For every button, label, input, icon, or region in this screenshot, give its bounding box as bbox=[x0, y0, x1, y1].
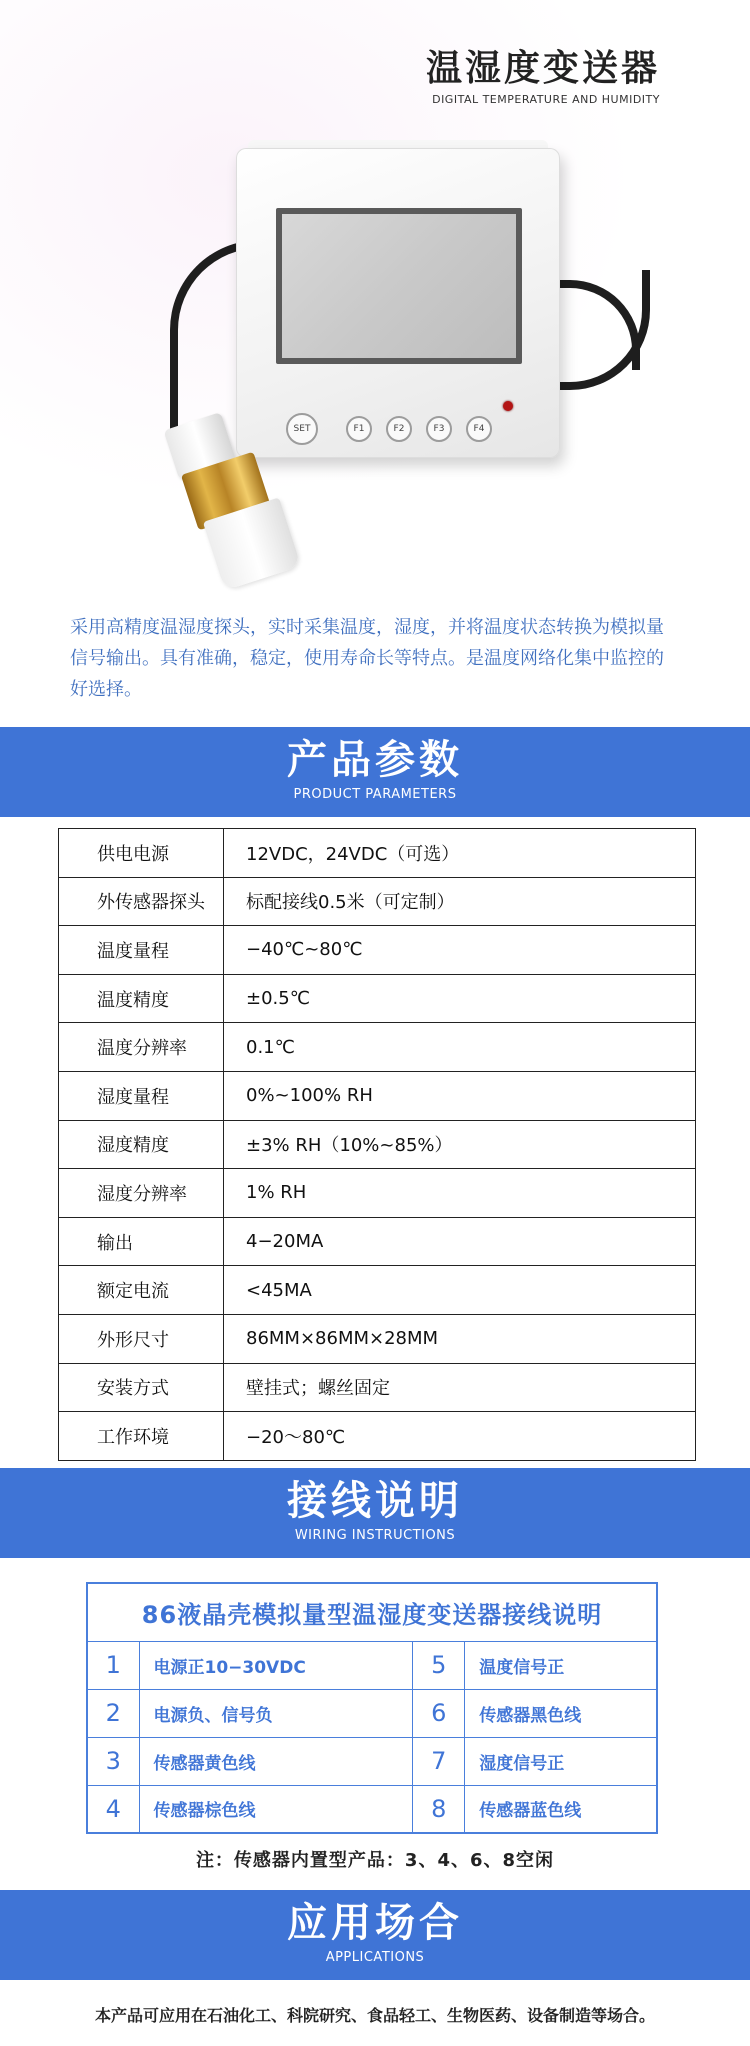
intro-paragraph: 采用高精度温湿度探头，实时采集温度，湿度，并将温度状态转换为模拟量信号输出。具有准确，稳定，使用寿命长等特点。是温度网络化集中监控的好选择。 bbox=[70, 617, 664, 700]
param-value: ±0.5℃ bbox=[224, 974, 696, 1023]
param-row bbox=[59, 1071, 696, 1120]
applications-section-subtitle: APPLICATIONS bbox=[325, 1950, 425, 1965]
param-label: 安装方式 bbox=[59, 1363, 224, 1412]
param-label: 外形尺寸 bbox=[59, 1314, 224, 1363]
param-label: 额定电流 bbox=[59, 1266, 224, 1315]
wire-number: 7 bbox=[413, 1737, 465, 1785]
f3-button-image: F3 bbox=[426, 416, 452, 442]
wire-number: 3 bbox=[87, 1737, 139, 1785]
param-value: −20～80℃ bbox=[224, 1412, 696, 1461]
wire-number: 2 bbox=[87, 1689, 139, 1737]
wire-label: 传感器棕色线 bbox=[139, 1785, 413, 1833]
wiring-row bbox=[87, 1785, 657, 1833]
param-value: 12VDC，24VDC（可选） bbox=[224, 829, 696, 878]
wire-label: 电源正10−30VDC bbox=[139, 1641, 413, 1689]
param-value: 4−20MA bbox=[224, 1217, 696, 1266]
page-subtitle: DIGITAL TEMPERATURE AND HUMIDITY bbox=[432, 93, 660, 106]
wire-label: 湿度信号正 bbox=[465, 1737, 657, 1785]
wiring-table bbox=[86, 1582, 658, 1834]
wiring-section-banner bbox=[0, 1468, 750, 1558]
param-value: <45MA bbox=[224, 1266, 696, 1315]
wiring-row bbox=[87, 1641, 657, 1689]
param-row bbox=[59, 1314, 696, 1363]
applications-section-title: 应用场合 bbox=[287, 1900, 463, 1946]
f4-button-image: F4 bbox=[466, 416, 492, 442]
param-value: −40℃~80℃ bbox=[224, 926, 696, 975]
wire-label: 传感器黄色线 bbox=[139, 1737, 413, 1785]
wiring-section-subtitle: WIRING INSTRUCTIONS bbox=[294, 1528, 456, 1543]
wire-label: 电源负、信号负 bbox=[139, 1689, 413, 1737]
wire-number: 8 bbox=[413, 1785, 465, 1833]
applications-section-banner bbox=[0, 1890, 750, 1980]
params-section-subtitle: PRODUCT PARAMETERS bbox=[293, 787, 457, 802]
param-row bbox=[59, 1120, 696, 1169]
param-label: 湿度分辨率 bbox=[59, 1169, 224, 1218]
wiring-table-header-row bbox=[87, 1583, 657, 1641]
param-value: 壁挂式；螺丝固定 bbox=[224, 1363, 696, 1412]
param-row bbox=[59, 926, 696, 975]
param-label: 输出 bbox=[59, 1217, 224, 1266]
product-hero bbox=[0, 0, 750, 590]
param-row bbox=[59, 829, 696, 878]
wire-number: 5 bbox=[413, 1641, 465, 1689]
wire-number: 6 bbox=[413, 1689, 465, 1737]
params-section-title: 产品参数 bbox=[287, 737, 463, 783]
param-value: 0.1℃ bbox=[224, 1023, 696, 1072]
applications-text: 本产品可应用在石油化工、科院研究、食品轻工、生物医药、设备制造等场合。 bbox=[94, 2006, 655, 2025]
param-row bbox=[59, 1023, 696, 1072]
param-value: 86MM×86MM×28MM bbox=[224, 1314, 696, 1363]
f1-button-image: F1 bbox=[346, 416, 372, 442]
param-label: 工作环境 bbox=[59, 1412, 224, 1461]
param-label: 外传感器探头 bbox=[59, 877, 224, 926]
params-section-banner bbox=[0, 727, 750, 817]
param-value: 1% RH bbox=[224, 1169, 696, 1218]
param-value: 标配接线0.5米（可定制） bbox=[224, 877, 696, 926]
param-row bbox=[59, 877, 696, 926]
param-label: 湿度精度 bbox=[59, 1120, 224, 1169]
wiring-note: 注：传感器内置型产品：3、4、6、8空闲 bbox=[195, 1850, 555, 1871]
param-row bbox=[59, 1169, 696, 1218]
param-label: 温度精度 bbox=[59, 974, 224, 1023]
wire-number: 4 bbox=[87, 1785, 139, 1833]
wiring-row bbox=[87, 1689, 657, 1737]
wire-label: 温度信号正 bbox=[465, 1641, 657, 1689]
set-button-image: SET bbox=[286, 413, 318, 445]
wire-label: 传感器黑色线 bbox=[465, 1689, 657, 1737]
lcd-screen bbox=[276, 208, 522, 364]
status-led bbox=[503, 401, 513, 411]
wiring-section-title: 接线说明 bbox=[287, 1478, 463, 1524]
f2-button-image: F2 bbox=[386, 416, 412, 442]
params-table bbox=[58, 828, 696, 1461]
wire-number: 1 bbox=[87, 1641, 139, 1689]
param-label: 温度分辨率 bbox=[59, 1023, 224, 1072]
wiring-row bbox=[87, 1737, 657, 1785]
param-value: ±3% RH（10%~85%） bbox=[224, 1120, 696, 1169]
param-label: 供电电源 bbox=[59, 829, 224, 878]
param-value: 0%~100% RH bbox=[224, 1071, 696, 1120]
param-row bbox=[59, 1412, 696, 1461]
param-label: 温度量程 bbox=[59, 926, 224, 975]
param-row bbox=[59, 1217, 696, 1266]
transmitter-device-image bbox=[236, 148, 560, 458]
wire-label: 传感器蓝色线 bbox=[465, 1785, 657, 1833]
param-label: 湿度量程 bbox=[59, 1071, 224, 1120]
param-row bbox=[59, 1363, 696, 1412]
page-title-block bbox=[426, 40, 660, 106]
param-row bbox=[59, 974, 696, 1023]
page-title: 温湿度变送器 bbox=[425, 48, 660, 89]
param-row bbox=[59, 1266, 696, 1315]
wiring-table-title: 86液晶壳模拟量型温湿度变送器接线说明 bbox=[87, 1583, 657, 1641]
